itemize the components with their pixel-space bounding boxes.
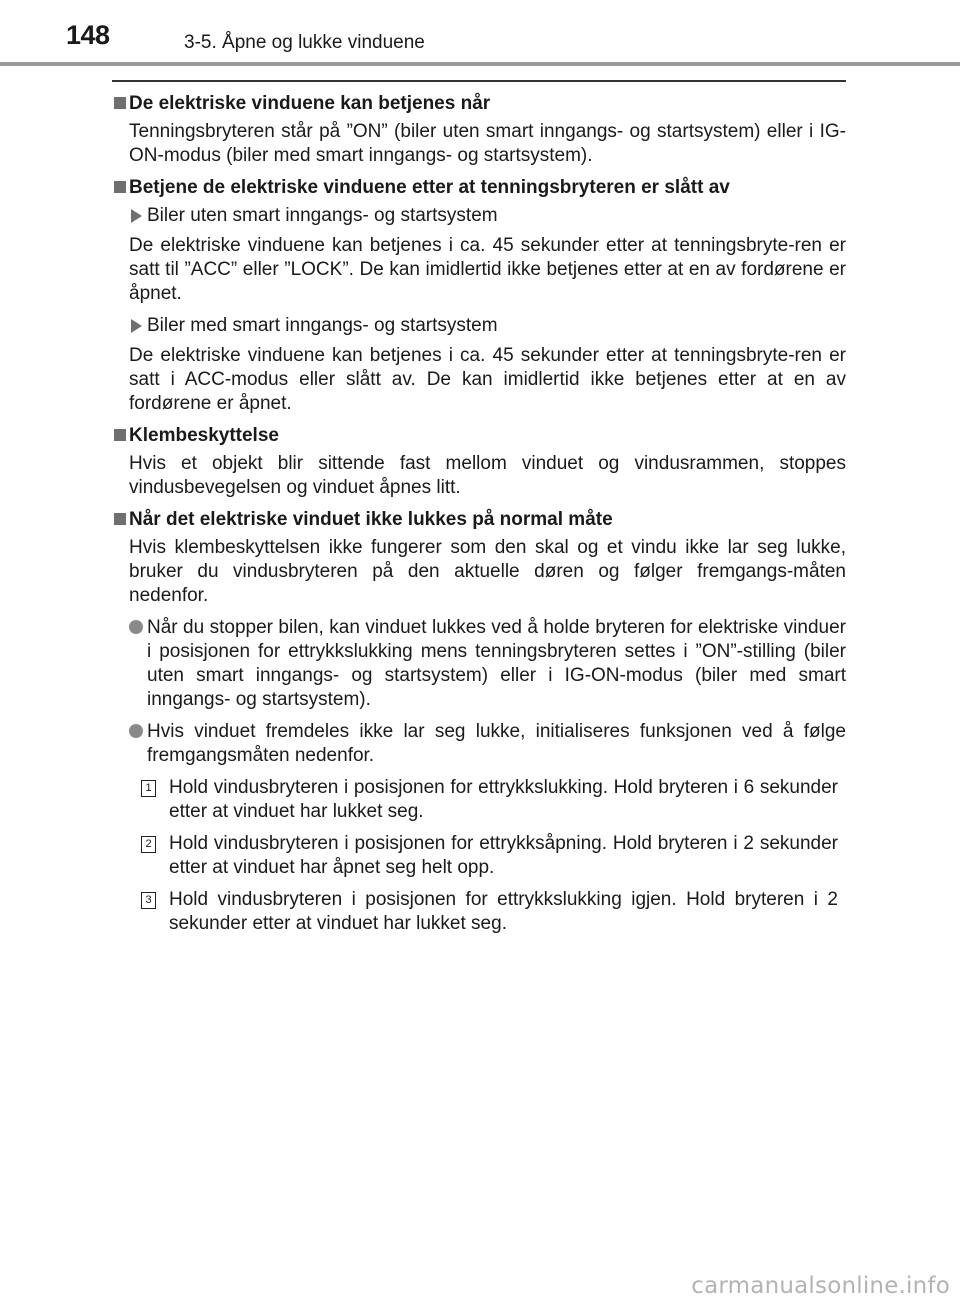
- sub-heading: [112, 204, 846, 228]
- heading-text: Klembeskyttelse: [129, 425, 279, 446]
- section-heading: [112, 176, 846, 200]
- sub-heading-text: Biler uten smart inngangs- og startsystem: [147, 205, 498, 226]
- step-text: Hold vindusbryteren i posisjonen for ettrykkslukking igjen. Hold bryteren i 2 sekunder etter at vinduet har lukket seg.: [169, 889, 838, 934]
- paragraph: Hvis et objekt blir sittende fast mellom vinduet og vindusrammen, stoppes vindusbevegelsen og vinduet åpnes litt.: [129, 453, 846, 498]
- heading-text: Betjene de elektriske vinduene etter at tenningsbryteren er slått av: [129, 177, 730, 198]
- section-title: 3-5. Åpne og lukke vinduene: [184, 32, 425, 53]
- circle-bullet-icon: [129, 724, 143, 738]
- paragraph: Hvis klembeskyttelsen ikke fungerer som den skal og et vindu ikke lar seg lukke, bruker du vindusbryteren på den aktuelle døren og følger fremgangs-måten nedenfor.: [129, 537, 846, 606]
- paragraph: De elektriske vinduene kan betjenes i ca. 45 sekunder etter at tenningsbryte-ren er satt i ACC-modus eller slått av. De kan imidlertid ikke betjenes etter at en av fordørene er åpnet.: [129, 345, 846, 414]
- sub-heading: [112, 314, 846, 338]
- circle-bullet-icon: [129, 620, 143, 634]
- step-text: Hold vindusbryteren i posisjonen for ettrykksåpning. Hold bryteren i 2 sekunder etter at vinduet har åpnet seg helt opp.: [169, 833, 838, 878]
- header-divider: [0, 62, 960, 66]
- section-heading: [112, 92, 846, 116]
- step-number-badge: 2: [141, 836, 156, 853]
- step-number-badge: 3: [141, 892, 156, 909]
- triangle-arrow-icon: [131, 319, 142, 333]
- square-bullet-icon: [114, 513, 126, 525]
- bullet-item: [112, 720, 846, 768]
- step-text: Hold vindusbryteren i posisjonen for ettrykkslukking. Hold bryteren i 6 sekunder etter at vinduet har lukket seg.: [169, 777, 838, 822]
- step-number-badge: 1: [141, 780, 156, 797]
- sub-heading-text: Biler med smart inngangs- og startsystem: [147, 315, 498, 336]
- section-heading: [112, 424, 846, 448]
- triangle-arrow-icon: [131, 209, 142, 223]
- step-item: [112, 832, 846, 880]
- step-item: [112, 888, 846, 936]
- heading-text: Når det elektriske vinduet ikke lukkes på normal måte: [129, 509, 613, 530]
- bullet-text: Når du stopper bilen, kan vinduet lukkes ved å holde bryteren for elektriske vinduer i posisjonen for ettrykkslukking mens tenningsbryteren settes i ”ON”-stilling (biler uten smart inngangs- og startsystem) eller i IG-ON-modus (biler med smart inngangs- og startsystem).: [147, 617, 846, 710]
- section-heading: [112, 508, 846, 532]
- step-item: [112, 776, 846, 824]
- square-bullet-icon: [114, 181, 126, 193]
- page-header: [0, 0, 960, 62]
- page-content: [112, 92, 846, 944]
- bullet-item: [112, 616, 846, 712]
- heading-text: De elektriske vinduene kan betjenes når: [129, 93, 491, 114]
- watermark: carmanualsonline.info: [691, 1273, 950, 1299]
- content-divider: [112, 80, 846, 82]
- square-bullet-icon: [114, 97, 126, 109]
- square-bullet-icon: [114, 429, 126, 441]
- paragraph: Tenningsbryteren står på ”ON” (biler uten smart inngangs- og startsystem) eller i IG-ON-modus (biler med smart inngangs- og startsystem).: [129, 121, 846, 166]
- page-number: 148: [66, 20, 110, 50]
- paragraph: De elektriske vinduene kan betjenes i ca. 45 sekunder etter at tenningsbryte-ren er satt til ”ACC” eller ”LOCK”. De kan imidlertid ikke betjenes etter at en av fordørene er åpnet.: [129, 235, 846, 304]
- bullet-text: Hvis vinduet fremdeles ikke lar seg lukke, initialiseres funksjonen ved å følge fremgangsmåten nedenfor.: [147, 721, 846, 766]
